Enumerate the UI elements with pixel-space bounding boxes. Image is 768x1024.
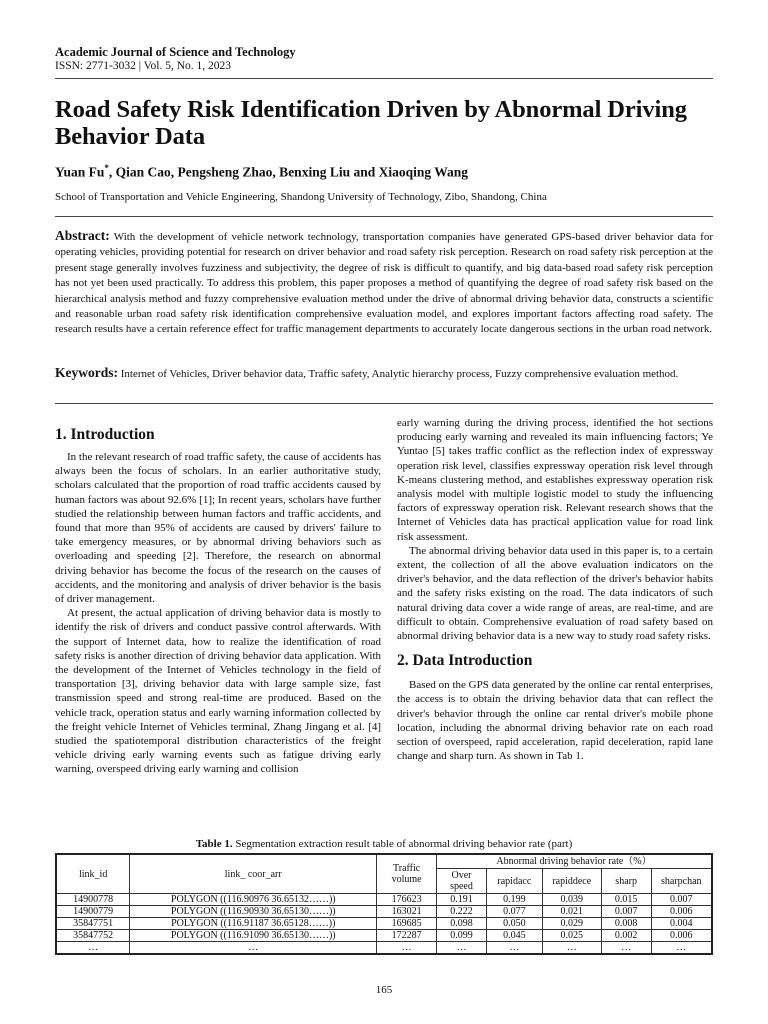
cell-sharp: …: [601, 942, 651, 955]
cell-sharp: 0.007: [601, 906, 651, 918]
intro-paragraph-2-continued: early warning during the driving process, identified the hot sections producing early warning and revealed its main influencing factors; Ye Yuntao [5] takes traffic conflict as the reflection index of expressway operation risk level, classifies expressway operation risk level through K-means clustering method, and establishes expressway operation risk analysis model with multiple logistic model to study the influencing factors of expressway operation risk. Relevant research shows that the Internet of Vehicles data has practical application value for road link risk assessment.: [397, 417, 713, 543]
cell-link-id: 14900778: [56, 894, 130, 906]
abstract-label: Abstract:: [55, 228, 110, 243]
cell-coor-arr: POLYGON ((116.90976 36.65132……)): [130, 894, 377, 906]
cell-rapiddece: 0.039: [542, 894, 601, 906]
cell-overspeed: 0.098: [437, 918, 487, 930]
author-list: [55, 163, 715, 181]
cell-overspeed: 0.222: [437, 906, 487, 918]
header-coor-arr: link_ coor_arr: [130, 854, 377, 894]
cell-rapidacc: 0.050: [486, 918, 542, 930]
header-sharpchan: sharpchan: [651, 869, 712, 894]
journal-name: Academic Journal of Science and Technology: [55, 45, 296, 59]
cell-rapiddece: 0.021: [542, 906, 601, 918]
keywords: [55, 365, 713, 382]
header-overspeed: Over speed: [437, 869, 487, 894]
table-caption-text: Segmentation extraction result table of abnormal driving behavior rate (part): [232, 838, 573, 850]
cell-sharpchan: 0.004: [651, 918, 712, 930]
cell-rapiddece: 0.029: [542, 918, 601, 930]
affiliation: School of Transportation and Vehicle Engineering, Shandong University of Technology, Zibo, Shandong, China: [55, 191, 547, 203]
cell-sharp: 0.015: [601, 894, 651, 906]
keywords-text: Internet of Vehicles, Driver behavior data, Traffic safety, Analytic hierarchy process, Fuzzy comprehensive evaluation method.: [120, 368, 679, 380]
header-rapidacc: rapidacc: [486, 869, 542, 894]
cell-sharp: 0.008: [601, 918, 651, 930]
cell-traffic-volume: 163021: [377, 906, 437, 918]
header-traffic-volume: Traffic volume: [377, 854, 437, 894]
cell-link-id: 35847751: [56, 918, 130, 930]
cell-rapidacc: 0.199: [486, 894, 542, 906]
keywords-label: Keywords:: [55, 365, 118, 380]
cell-overspeed: 0.191: [437, 894, 487, 906]
table-row: [56, 906, 712, 918]
cell-sharpchan: 0.006: [651, 930, 712, 942]
table-row: [56, 918, 712, 930]
page-number: 165: [375, 984, 393, 996]
author-rest: , Qian Cao, Pengsheng Zhao, Benxing Liu and Xiaoqing Wang: [108, 164, 469, 180]
intro-paragraph-1: In the relevant research of road traffic safety, the cause of accidents has always been the focus of scholars. In an earlier authoritative study, scholars calculated that the proportion of road traffic accidents caused by human factors was about 92.6% [1]; In recent years, scholars have further studied the relationship between human factors and traffic accidents, and found that more than 95% of accidents are caused by drivers' failure to take emergency measures, or by abnormal driving behaviors such as overloading and speeding [2]. Therefore, the research on abnormal driving behavior has become the focus of the research on the causes of accidents, and the monitoring and analysis of driver behavior is the basis of driver management.: [55, 451, 381, 606]
cell-rapiddece: 0.025: [542, 930, 601, 942]
cell-rapidacc: 0.077: [486, 906, 542, 918]
cell-overspeed: …: [437, 942, 487, 955]
cell-link-id: 14900779: [56, 906, 130, 918]
cell-traffic-volume: 176623: [377, 894, 437, 906]
intro-paragraph-3: The abnormal driving behavior data used in this paper is, to a certain extent, the collection of all the above evaluation indicators on the driver's behavior, and the data reflection of the driver's behavior habits and the safety risks existing on the road. The data indicators of such natural driving data cover a wide range of areas, are real-time, and are difficult to obtain. Comprehensive evaluation of road safety based on abnormal driving behavior data is a new way to study road safety risks.: [397, 544, 713, 643]
cell-traffic-volume: 172287: [377, 930, 437, 942]
table-caption-label: Table 1.: [195, 838, 233, 850]
right-column: [397, 416, 713, 763]
table-body: [56, 894, 712, 955]
header-link-id: link_id: [56, 854, 130, 894]
abnormal-driving-rate-table: [55, 853, 713, 955]
cell-sharpchan: …: [651, 942, 712, 955]
header-divider: [55, 78, 713, 79]
cell-coor-arr: POLYGON ((116.91090 36.65130……)): [130, 930, 377, 942]
intro-paragraph-2: At present, the actual application of driving behavior data is mostly to identify the risk of drivers and conduct passive control afterwards. With the support of Internet data, how to realize the identification of road safety risks is another direction of driving behavior data application. With the development of the Internet of Vehicles technology in the field of transportation [3], driving behavior data with large sample size, fast transmission speed and strong real-time are produced. Based on the vehicle track, operation status and early warning information collected by the freight vehicle Internet of Vehicles terminal, Zhang Jingang et al. [4] studied the spatiotemporal distribution characteristics of the freight vehicle driving early warning events such as fatigue driving early warning, overspeed driving early warning and collision: [55, 607, 381, 776]
left-column: [55, 426, 381, 777]
cell-sharpchan: 0.006: [651, 906, 712, 918]
keywords-divider: [55, 403, 713, 404]
cell-coor-arr: POLYGON ((116.91187 36.65128……)): [130, 918, 377, 930]
cell-coor-arr: …: [130, 942, 377, 955]
section-heading-introduction: 1. Introduction: [55, 426, 155, 443]
author-first: Yuan Fu: [55, 164, 105, 180]
header-rapiddece: rapiddece: [542, 869, 601, 894]
abstract: [55, 228, 713, 338]
table-row: [56, 930, 712, 942]
cell-sharp: 0.002: [601, 930, 651, 942]
cell-link-id: …: [56, 942, 130, 955]
section-heading-data-introduction: 2. Data Introduction: [397, 652, 533, 670]
corresponding-mark: *: [104, 163, 109, 173]
affiliation-divider: [55, 216, 713, 217]
cell-traffic-volume: …: [377, 942, 437, 955]
abstract-text: With the development of vehicle network technology, transportation companies have generated GPS-based driver behavior data for operating vehicles, providing potential for research on driver behavior and road safety risk perception. Research on road safety risk perception at the present stage generally involves fuzziness and subjectivity, the degree of risk is difficult to quantify, and big data-based road safety risk perception has not yet been used practically. To address this problem, this paper proposes a method of quantifying the degree of road safety risk based on the hierarchical analysis method and fuzzy comprehensive evaluation method under the drive of abnormal driving behavior data, constructs a scientific and reasonable urban road safety risk identification comprehensive evaluation model, and explores important factors affecting road safety. The research results have a certain reference effect for traffic management departments to accurately locate dangerous sections in the urban road network.: [55, 231, 713, 336]
cell-rapiddece: …: [542, 942, 601, 955]
data-intro-paragraph: Based on the GPS data generated by the online car rental enterprises, the access is to obtain the driving behavior data that can reflect the driver's behavior through the online car rental driver's mobile phone location, including the abnormal driving behavior rate on each road section of overspeed, rapid acceleration, rapid deceleration, rapid lane change and sharp turn. As shown in Tab 1.: [397, 679, 713, 763]
journal-issn: ISSN: 2771-3032 | Vol. 5, No. 1, 2023: [55, 60, 231, 72]
journal-header: [55, 46, 715, 73]
header-sharp: sharp: [601, 869, 651, 894]
paper-title: Road Safety Risk Identification Driven by Abnormal Driving Behavior Data: [55, 96, 687, 150]
cell-sharpchan: 0.007: [651, 894, 712, 906]
table-row: [56, 942, 712, 955]
cell-rapidacc: 0.045: [486, 930, 542, 942]
cell-link-id: 35847752: [56, 930, 130, 942]
table-caption: [55, 838, 713, 850]
cell-coor-arr: POLYGON ((116.90930 36.65130……)): [130, 906, 377, 918]
cell-overspeed: 0.099: [437, 930, 487, 942]
header-abnormal-rate-group: Abnormal driving behavior rate（%）: [437, 854, 712, 869]
cell-rapidacc: …: [486, 942, 542, 955]
table-row: [56, 894, 712, 906]
cell-traffic-volume: 169685: [377, 918, 437, 930]
